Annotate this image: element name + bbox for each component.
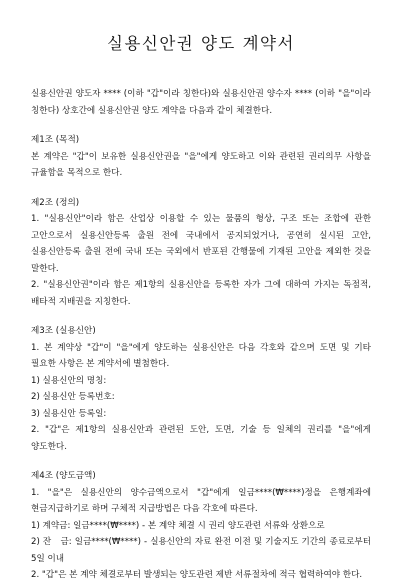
article-heading: 제3조 (실용신안) [31,326,96,336]
article-1 [31,132,371,182]
article-4 [31,468,371,584]
article-heading: 제4조 (양도금액) [31,471,96,481]
article-line: 1. "을"은 실용신안의 양수금액으로서 "갑"에게 일금****(₩****)정을 은행계좌에 현금지급하기로 하며 구체적 지급방법은 다음 각호에 따른다. [31,487,371,514]
intro-paragraph: 실용신안권 양도자 **** (이하 "갑"이라 칭한다)와 실용신안권 양수자 **** (이하 "을"이라 칭한다) 상호간에 실용신안권 양도 계약을 다음과 같이 체결한다. [31,89,371,116]
document-title: 실용신안권 양도 계약서 [107,34,295,53]
article-line: 1. "실용신안"이라 함은 산업상 이용할 수 있는 물품의 형상, 구조 또는 조합에 관한 고안으로서 실용신안등록 출원 전에 국내에서 공지되었거나, 공연히 실시된 고안, 실용신안등록 출원 전에 국내 또는 국외에서 반포된 간행물에 기재된 고안을 제외한 것을 말한다. [31,214,371,274]
article-line: 1) 실용신안의 명칭: [31,375,107,386]
article-2 [31,195,371,311]
article-heading: 제2조 (정의) [31,197,80,208]
article-line: 2. "실용신안권"이라 함은 제1항의 실용신안을 등록한 자가 그에 대하여 가지는 독점적, 배타적 지배권을 지칭한다. [31,280,371,307]
article-line: 2) 실용신안 등록번호: [31,392,115,402]
article-line: 본 계약은 "갑"이 보유한 실용신안권을 "을"에게 양도하고 이와 관련된 권리의무 사항을 규율함을 목적으로 한다. [31,151,371,178]
article-line: 2. "갑"은 본 계약 체결로부터 발생되는 양도관련 제반 서류절차에 적극 협력하여야 한다. [31,570,363,580]
article-line: 2) 잔 금: 일금****(₩****) - 실용신안의 자료 완전 이전 및 기술지도 기간의 종료로부터 5일 이내 [31,537,371,564]
article-line: 3) 실용신안 등록일: [31,408,107,419]
article-line: 1. 본 계약상 "갑"이 "을"에게 양도하는 실용신안은 다음 각호와 같으며 도면 및 기타 필요한 사항은 본 계약서에 별첨한다. [31,342,371,369]
article-line: 2. "갑"은 제1항의 실용신안과 관련된 도안, 도면, 기술 등 일체의 권리를 "을"에게 양도한다. [31,425,371,452]
article-3 [31,323,371,455]
article-line: 1) 계약금: 일금****(₩****) - 본 계약 체결 시 권리 양도관련 서류와 상환으로 [31,520,325,531]
article-heading: 제1조 (목적) [31,135,80,145]
